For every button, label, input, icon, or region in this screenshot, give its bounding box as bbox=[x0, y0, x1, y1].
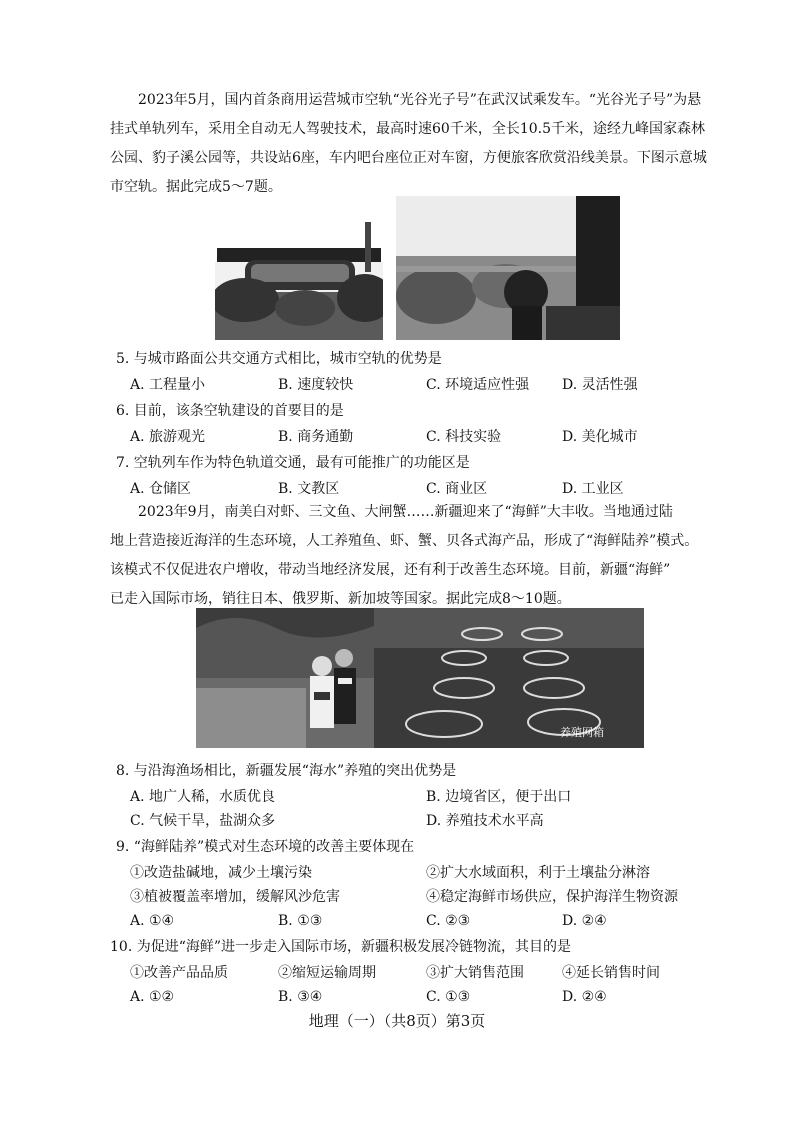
q7-option-d[interactable]: D. 工业区 bbox=[562, 481, 624, 497]
intro1-line: 市空轨。据此完成5～7题。 bbox=[110, 179, 282, 195]
q9-statement-1: ①改造盐碱地，减少土壤污染 bbox=[130, 865, 312, 881]
skyrail-photo-left bbox=[215, 212, 383, 340]
q5-option-d[interactable]: D. 灵活性强 bbox=[562, 377, 638, 393]
q5-option-b[interactable]: B. 速度较快 bbox=[278, 377, 354, 393]
aquaculture-photo-left bbox=[196, 608, 374, 748]
intro1-line: 挂式单轨列车，采用全自动无人驾驶技术，最高时速60千米，全长10.5千米，途经九峰国家森林 bbox=[110, 121, 705, 137]
intro-paragraph-2 bbox=[110, 498, 710, 614]
q5-option-c[interactable]: C. 环境适应性强 bbox=[426, 377, 530, 393]
question-7-stem: 7. 空轨列车作为特色轨道交通，最有可能推广的功能区是 bbox=[116, 455, 470, 471]
q9-option-d[interactable]: D. ②④ bbox=[562, 913, 607, 929]
q6-option-a[interactable]: A. 旅游观光 bbox=[130, 429, 206, 445]
q9-statement-3: ③植被覆盖率增加，缓解风沙危害 bbox=[130, 889, 340, 905]
q5-option-a[interactable]: A. 工程量小 bbox=[130, 377, 206, 393]
q8-option-a[interactable]: A. 地广人稀，水质优良 bbox=[130, 789, 276, 805]
q10-option-b[interactable]: B. ③④ bbox=[278, 989, 323, 1005]
q6-option-c[interactable]: C. 科技实验 bbox=[426, 429, 502, 445]
q10-option-c[interactable]: C. ①③ bbox=[426, 989, 471, 1005]
q9-statement-4: ④稳定海鲜市场供应，保护海洋生物资源 bbox=[426, 889, 678, 905]
photo-caption: 养殖网箱 bbox=[560, 726, 604, 739]
aquaculture-cage-photo bbox=[374, 608, 644, 748]
q9-option-b[interactable]: B. ①③ bbox=[278, 913, 323, 929]
intro2-line: 已走入国际市场，销往日本、俄罗斯、新加坡等国家。据此完成8～10题。 bbox=[110, 591, 571, 607]
question-6-stem: 6. 目前，该条空轨建设的首要目的是 bbox=[116, 403, 344, 419]
intro2-line: 该模式不仅促进农户增收，带动当地经济发展，还有利于改善生态环境。目前，新疆“海鲜” bbox=[110, 562, 671, 578]
q10-option-a[interactable]: A. ①② bbox=[130, 989, 175, 1005]
q8-option-d[interactable]: D. 养殖技术水平高 bbox=[426, 813, 544, 829]
page-footer: 地理（一）（共8页）第3页 bbox=[308, 1012, 486, 1030]
q10-statement-1: ①改善产品品质 bbox=[130, 965, 228, 981]
question-5-stem: 5. 与城市路面公共交通方式相比，城市空轨的优势是 bbox=[116, 351, 442, 367]
q8-option-b[interactable]: B. 边境省区，便于出口 bbox=[426, 789, 572, 805]
question-9-stem: 9. “海鲜陆养”模式对生态环境的改善主要体现在 bbox=[116, 839, 415, 855]
intro-paragraph-1 bbox=[110, 86, 710, 202]
q9-option-a[interactable]: A. ①④ bbox=[130, 913, 175, 929]
q7-option-b[interactable]: B. 文教区 bbox=[278, 481, 340, 497]
q7-option-a[interactable]: A. 仓储区 bbox=[130, 481, 192, 497]
q10-option-d[interactable]: D. ②④ bbox=[562, 989, 607, 1005]
q9-option-c[interactable]: C. ②③ bbox=[426, 913, 471, 929]
q7-option-c[interactable]: C. 商业区 bbox=[426, 481, 488, 497]
intro1-line: 公园、豹子溪公园等，共设站6座，车内吧台座位正对车窗，方便旅客欣赏沿线美景。下图示意城 bbox=[110, 150, 707, 166]
q6-option-b[interactable]: B. 商务通勤 bbox=[278, 429, 354, 445]
question-8-stem: 8. 与沿海渔场相比，新疆发展“海水”养殖的突出优势是 bbox=[116, 763, 457, 779]
skyrail-photo-right bbox=[396, 196, 620, 340]
q8-option-c[interactable]: C. 气候干旱，盐湖众多 bbox=[130, 813, 276, 829]
q6-option-d[interactable]: D. 美化城市 bbox=[562, 429, 638, 445]
intro2-line: 2023年9月，南美白对虾、三文鱼、大闸蟹……新疆迎来了“海鲜”大丰收。当地通过陆 bbox=[138, 504, 673, 520]
intro2-line: 地上营造接近海洋的生态环境，人工养殖鱼、虾、蟹、贝各式海产品，形成了“海鲜陆养”模式。 bbox=[110, 533, 699, 549]
q10-statement-4: ④延长销售时间 bbox=[562, 965, 660, 981]
q9-statement-2: ②扩大水域面积，利于土壤盐分淋溶 bbox=[426, 865, 650, 881]
q10-statement-2: ②缩短运输周期 bbox=[278, 965, 376, 981]
intro1-line: 2023年5月，国内首条商用运营城市空轨“光谷光子号”在武汉试乘发车。“光谷光子号”为悬 bbox=[138, 92, 702, 108]
question-10-stem: 10. 为促进“海鲜”进一步走入国际市场，新疆积极发展冷链物流，其目的是 bbox=[110, 939, 572, 955]
q10-statement-3: ③扩大销售范围 bbox=[426, 965, 524, 981]
